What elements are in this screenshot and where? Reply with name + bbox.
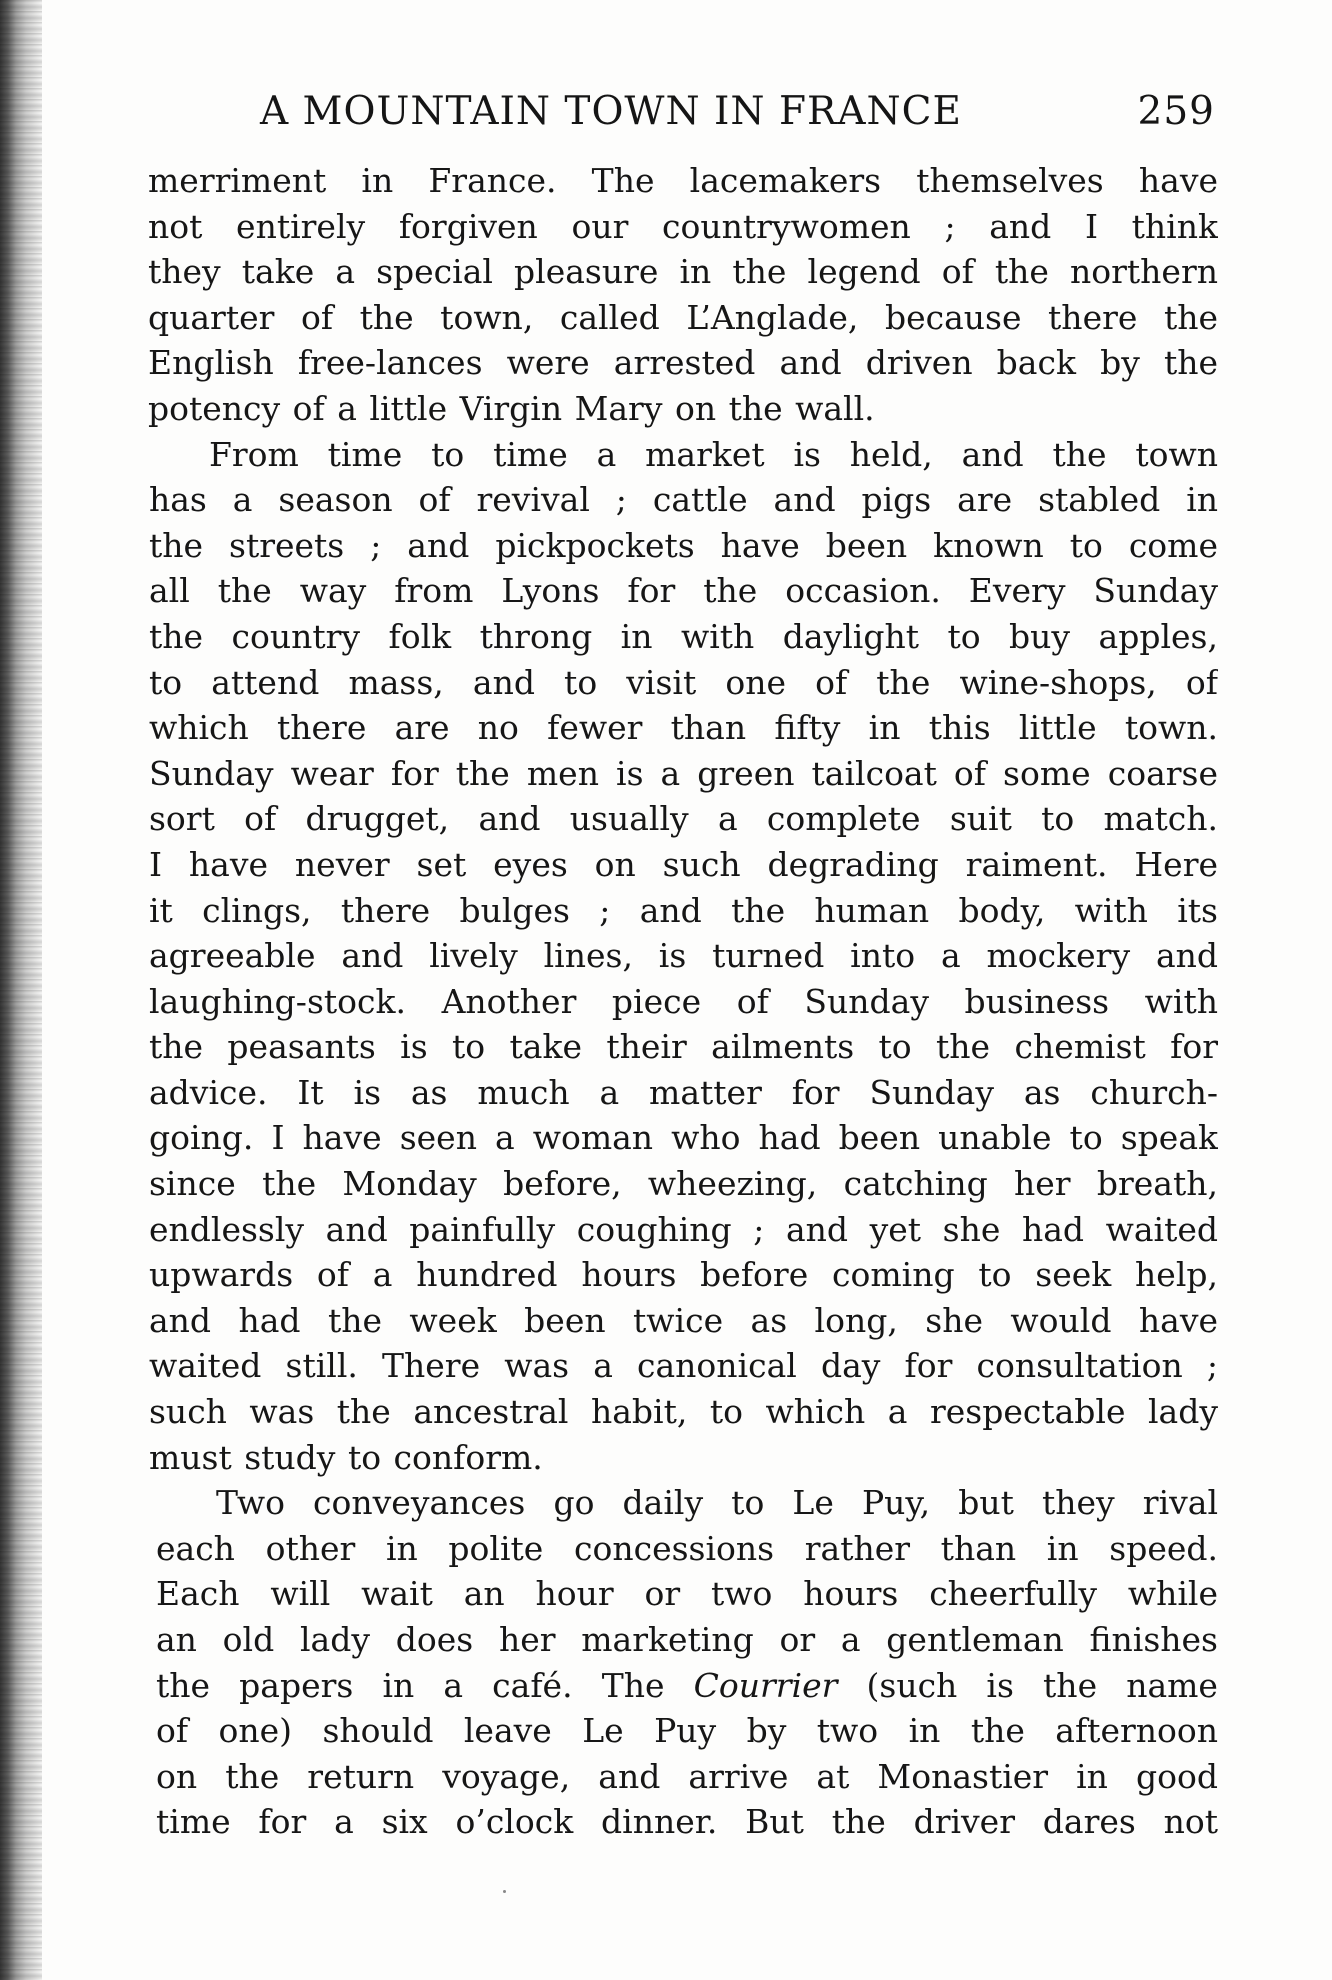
text-line: all the way from Lyons for the occasion. Every Sunday [149, 571, 1218, 611]
text-line: From time to time a market is held, and the town [209, 434, 1218, 474]
text-line: endlessly and painfully coughing ; and yet she had waited [149, 1209, 1218, 1249]
text-line: waited still. There was a canonical day for consultation ; [149, 1346, 1218, 1386]
text-line: quarter of the town, called L’Anglade, because there the [148, 297, 1218, 337]
text-line: the country folk throng in with daylight to buy apples, [149, 616, 1218, 656]
text-line: the peasants is to take their ailments to the chemist for [149, 1027, 1218, 1067]
text-line: has a season of revival ; cattle and pigs are stabled in [149, 480, 1218, 520]
text-line: laughing-stock. Another piece of Sunday business with [149, 981, 1218, 1021]
italic-title-courrier: Courrier [693, 1665, 838, 1705]
text-fragment: (such is the name [866, 1665, 1218, 1705]
paragraph [148, 432, 1218, 1481]
text-line: English free-lances were arrested and driven back by the [148, 343, 1218, 383]
text-line: an old lady does her marketing or a gentleman finishes [156, 1620, 1218, 1659]
text-line: which there are no fewer than fifty in this little town. [149, 708, 1218, 748]
text-line: not entirely forgiven our countrywomen ; and I think [148, 206, 1218, 246]
text-fragment: the papers in a café. The [156, 1665, 665, 1705]
paragraph [148, 1480, 1218, 1845]
text-line: potency of a little Virgin Mary on the wall. [148, 388, 875, 428]
text-line: and had the week been twice as long, she would have [149, 1300, 1218, 1340]
page-number: 259 [1137, 89, 1215, 134]
text-line: I have never set eyes on such degrading raiment. Here [149, 844, 1218, 884]
running-header [260, 85, 1215, 139]
text-line: must study to conform. [149, 1437, 543, 1477]
text-line: Sunday wear for the men is a green tailcoat of some coarse [149, 753, 1218, 793]
running-title: A MOUNTAIN TOWN IN FRANCE [260, 89, 962, 134]
paragraph [148, 158, 1218, 432]
text-line: such was the ancestral habit, to which a respectable lady [149, 1392, 1218, 1432]
text-line: time for a six o’clock dinner. But the driver dares not [156, 1802, 1218, 1842]
text-line: agreeable and lively lines, is turned into a mockery and [149, 936, 1218, 976]
text-line: it clings, there bulges ; and the human body, with its [149, 890, 1218, 930]
text-line: the streets ; and pickpockets have been known to come [149, 525, 1218, 565]
text-line: sort of drugget, and usually a complete suit to match. [149, 799, 1218, 839]
text-line: Two conveyances go daily to Le Puy, but they rival [216, 1483, 1218, 1523]
text-line: on the return voyage, and arrive at Monastier in good [156, 1756, 1218, 1796]
page-speck [503, 1890, 506, 1893]
text-line: to attend mass, and to visit one of the wine-shops, of [149, 662, 1218, 702]
text-line: they take a special pleasure in the legend of the northern [148, 252, 1218, 292]
text-line: advice. It is as much a matter for Sunday as church- [149, 1072, 1218, 1112]
text-line: merriment in France. The lacemakers themselves have [148, 161, 1218, 200]
text-line-with-italic-title [156, 1663, 1218, 1709]
text-line: going. I have seen a woman who had been unable to speak [149, 1118, 1218, 1158]
text-line: Each will wait an hour or two hours cheerfully while [156, 1574, 1218, 1614]
text-line: since the Monday before, wheezing, catching her breath, [149, 1164, 1218, 1204]
text-line: each other in polite concessions rather than in speed. [156, 1528, 1218, 1568]
text-line: of one) should leave Le Puy by two in the afternoon [156, 1711, 1218, 1751]
body-text [148, 158, 1218, 1845]
text-line: upwards of a hundred hours before coming to seek help, [149, 1255, 1218, 1295]
page-binding-shadow [0, 0, 42, 1980]
